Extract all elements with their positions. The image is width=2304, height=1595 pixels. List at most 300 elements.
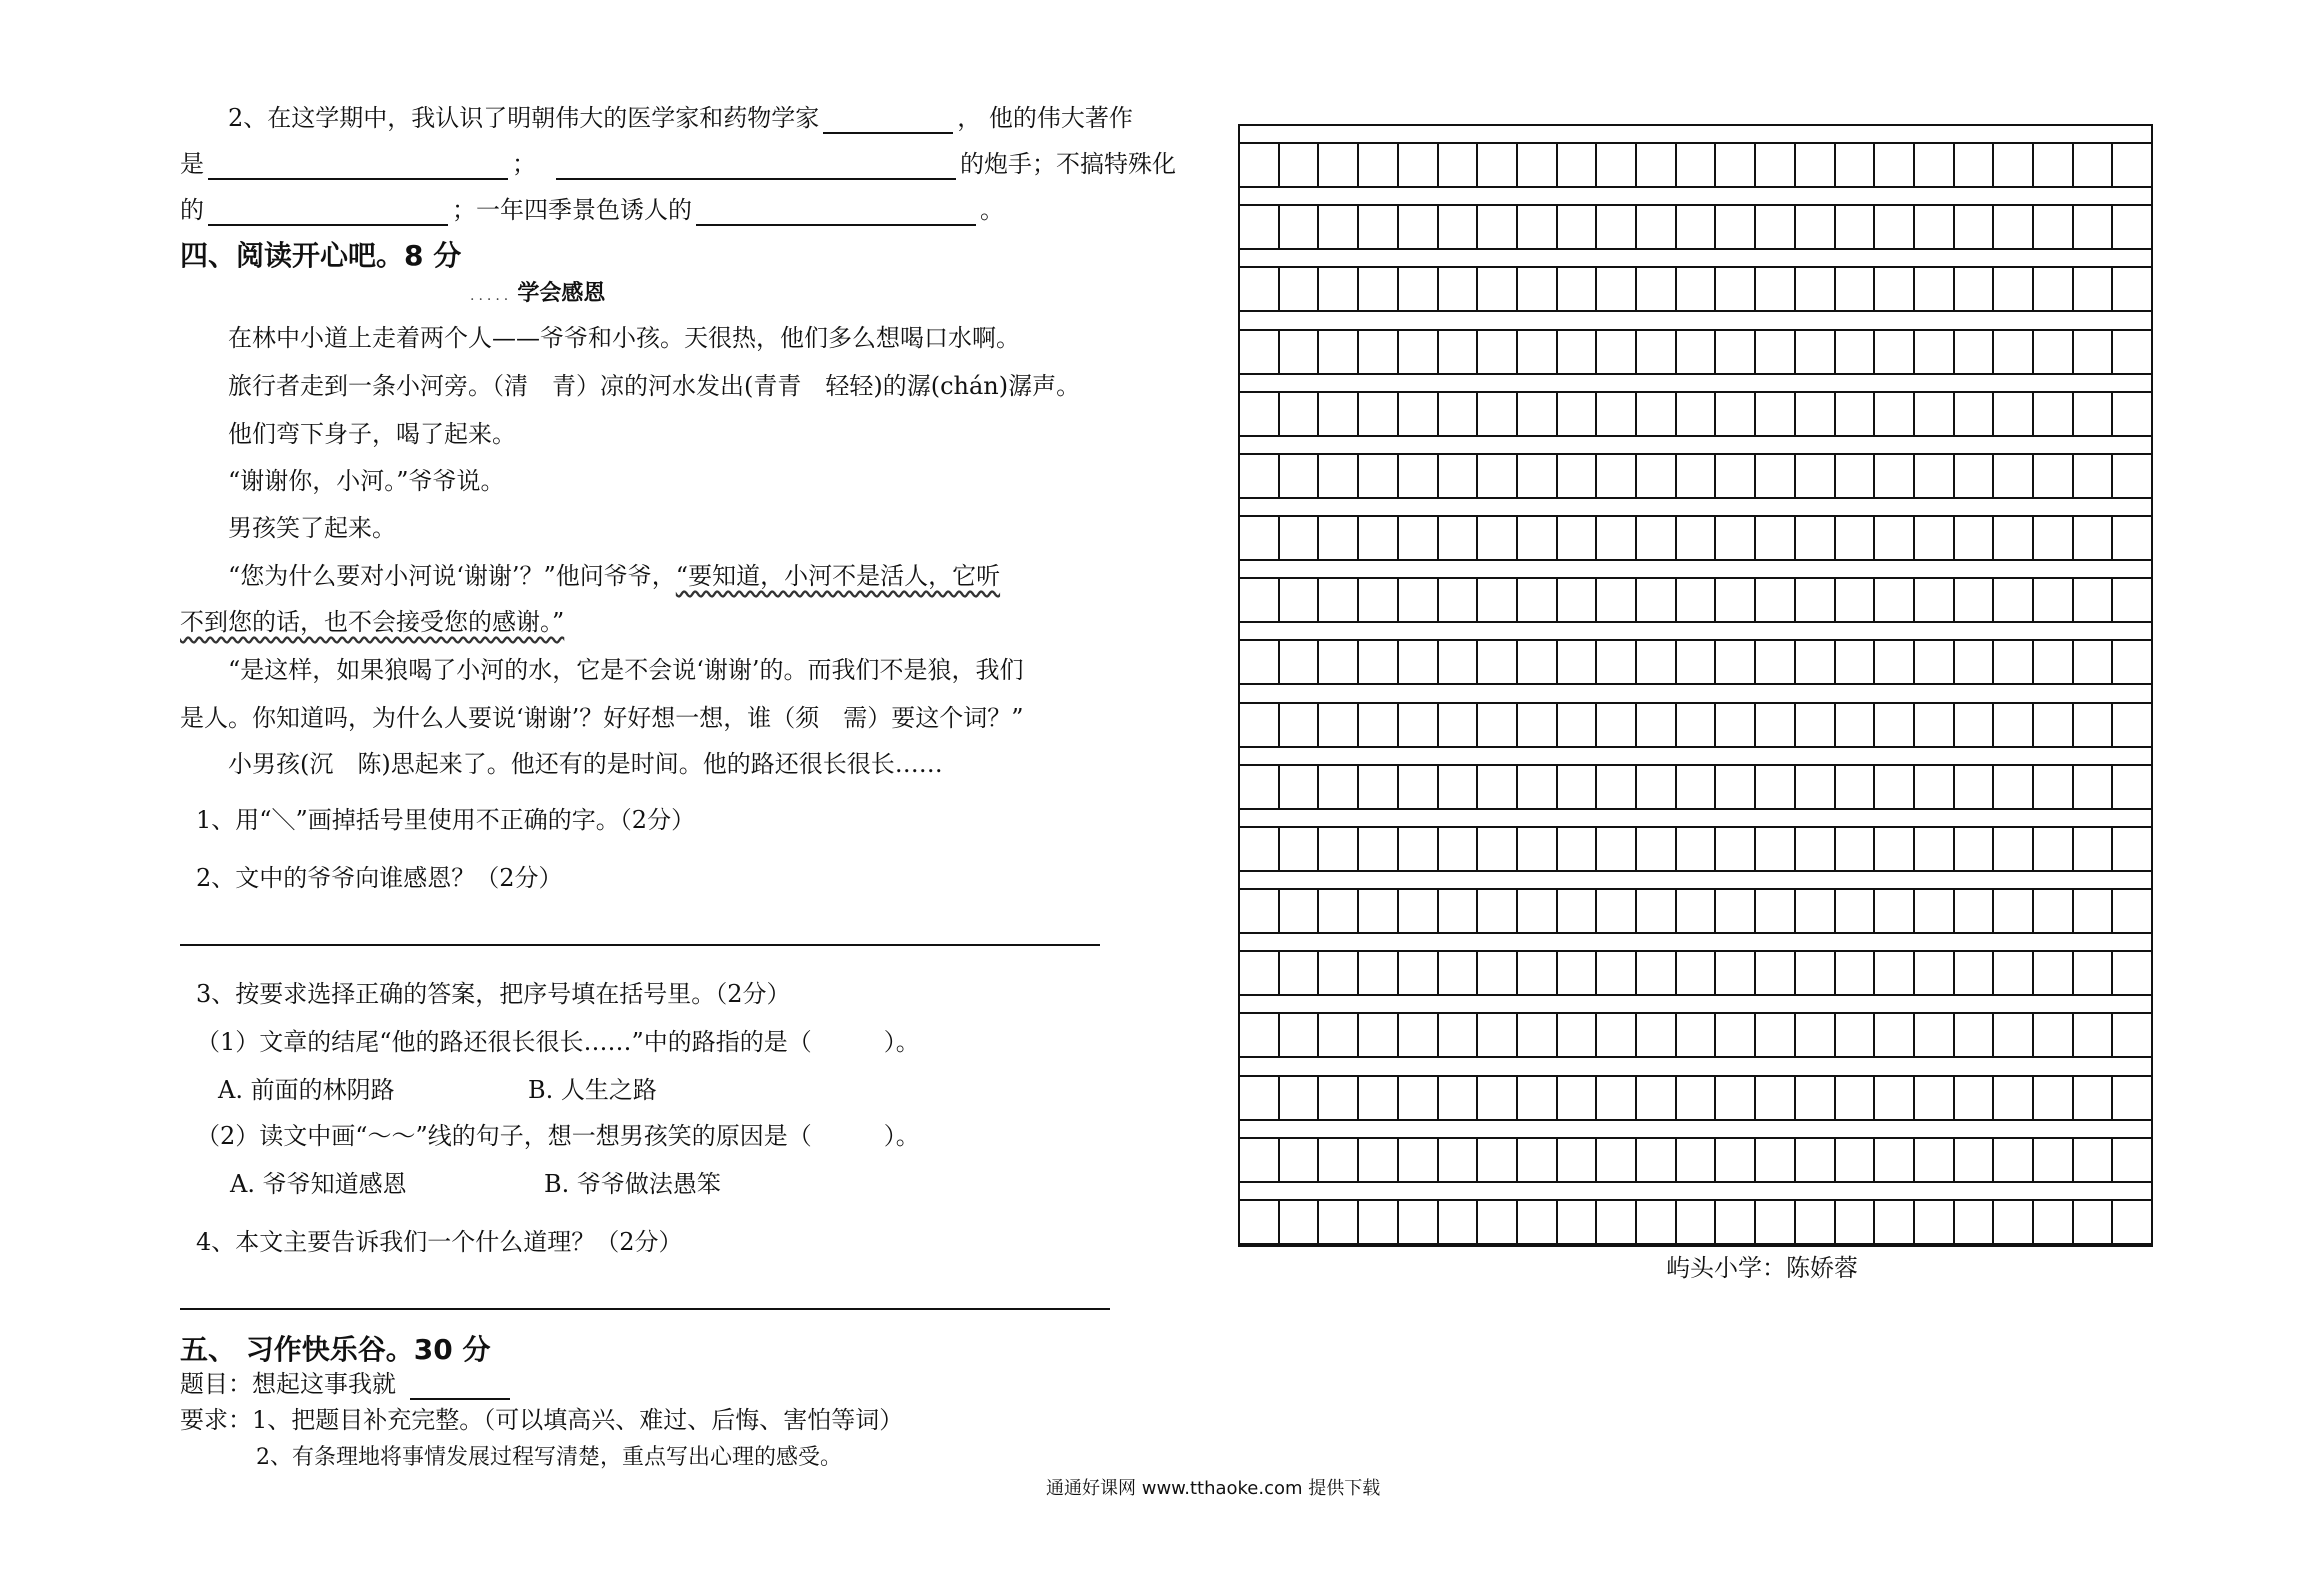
grid-cell[interactable] [1439, 204, 1479, 250]
grid-cell[interactable] [1955, 391, 1995, 437]
grid-cell[interactable] [1637, 515, 1677, 561]
grid-cell[interactable] [2034, 1012, 2074, 1058]
grid-cell[interactable] [1518, 142, 1558, 188]
grid-cell[interactable] [1359, 266, 1399, 312]
grid-cell[interactable] [1796, 453, 1836, 499]
grid-cell[interactable] [1994, 888, 2034, 934]
grid-cell[interactable] [1240, 204, 1280, 250]
grid-cell[interactable] [1955, 1199, 1995, 1245]
grid-cell[interactable] [2034, 702, 2074, 748]
grid-cell[interactable] [1756, 577, 1796, 623]
grid-cell[interactable] [1677, 329, 1717, 375]
grid-cell[interactable] [1756, 950, 1796, 996]
grid-cell[interactable] [1439, 1012, 1479, 1058]
grid-cell[interactable] [2113, 888, 2151, 934]
grid-cell[interactable] [1756, 639, 1796, 685]
grid-cell[interactable] [2034, 142, 2074, 188]
grid-cell[interactable] [1836, 266, 1876, 312]
grid-cell[interactable] [1677, 1137, 1717, 1183]
grid-cell[interactable] [1439, 764, 1479, 810]
grid-cell[interactable] [1240, 1075, 1280, 1121]
grid-cell[interactable] [1836, 142, 1876, 188]
grid-cell[interactable] [1399, 266, 1439, 312]
grid-cell[interactable] [1836, 515, 1876, 561]
grid-cell[interactable] [2113, 453, 2151, 499]
grid-cell[interactable] [1756, 266, 1796, 312]
grid-cell[interactable] [1399, 1012, 1439, 1058]
grid-cell[interactable] [1319, 1075, 1359, 1121]
grid-cell[interactable] [1478, 888, 1518, 934]
grid-cell[interactable] [1637, 826, 1677, 872]
grid-cell[interactable] [1955, 266, 1995, 312]
grid-cell[interactable] [1915, 577, 1955, 623]
grid-cell[interactable] [1518, 204, 1558, 250]
grid-cell[interactable] [1836, 1199, 1876, 1245]
grid-cell[interactable] [1756, 1012, 1796, 1058]
grid-cell[interactable] [1915, 1199, 1955, 1245]
grid-cell[interactable] [2113, 329, 2151, 375]
grid-cell[interactable] [1796, 950, 1836, 996]
grid-cell[interactable] [2034, 1075, 2074, 1121]
grid-cell[interactable] [1280, 764, 1320, 810]
grid-cell[interactable] [1558, 515, 1598, 561]
topic-blank[interactable] [410, 1374, 510, 1400]
grid-cell[interactable] [1955, 577, 1995, 623]
grid-cell[interactable] [1319, 702, 1359, 748]
grid-cell[interactable] [1319, 1137, 1359, 1183]
grid-cell[interactable] [1836, 639, 1876, 685]
grid-cell[interactable] [1994, 266, 2034, 312]
grid-cell[interactable] [1558, 1075, 1598, 1121]
grid-cell[interactable] [2074, 826, 2114, 872]
grid-cell[interactable] [1915, 764, 1955, 810]
grid-cell[interactable] [1836, 453, 1876, 499]
grid-cell[interactable] [2113, 1012, 2151, 1058]
grid-cell[interactable] [1359, 391, 1399, 437]
grid-cell[interactable] [2074, 639, 2114, 685]
grid-cell[interactable] [2113, 577, 2151, 623]
grid-cell[interactable] [2034, 266, 2074, 312]
grid-cell[interactable] [1955, 515, 1995, 561]
grid-cell[interactable] [1359, 329, 1399, 375]
grid-cell[interactable] [2034, 826, 2074, 872]
grid-cell[interactable] [1994, 1199, 2034, 1245]
grid-cell[interactable] [1716, 329, 1756, 375]
grid-cell[interactable] [1677, 391, 1717, 437]
grid-cell[interactable] [1399, 391, 1439, 437]
grid-cell[interactable] [1518, 702, 1558, 748]
grid-cell[interactable] [1359, 1075, 1399, 1121]
grid-cell[interactable] [2113, 1137, 2151, 1183]
grid-cell[interactable] [1875, 577, 1915, 623]
grid-cell[interactable] [1716, 266, 1756, 312]
grid-cell[interactable] [1518, 1199, 1558, 1245]
grid-cell[interactable] [1994, 515, 2034, 561]
grid-cell[interactable] [1597, 453, 1637, 499]
grid-cell[interactable] [1280, 329, 1320, 375]
grid-cell[interactable] [1280, 1075, 1320, 1121]
grid-cell[interactable] [1518, 577, 1558, 623]
grid-cell[interactable] [1518, 888, 1558, 934]
grid-cell[interactable] [1796, 1012, 1836, 1058]
grid-cell[interactable] [2074, 391, 2114, 437]
grid-cell[interactable] [1518, 1012, 1558, 1058]
grid-cell[interactable] [1478, 204, 1518, 250]
grid-cell[interactable] [1875, 204, 1915, 250]
grid-cell[interactable] [1399, 888, 1439, 934]
grid-cell[interactable] [1558, 391, 1598, 437]
grid-cell[interactable] [1716, 764, 1756, 810]
grid-cell[interactable] [1677, 826, 1717, 872]
grid-cell[interactable] [1439, 391, 1479, 437]
grid-cell[interactable] [1280, 391, 1320, 437]
grid-cell[interactable] [1875, 453, 1915, 499]
grid-cell[interactable] [1836, 1137, 1876, 1183]
grid-cell[interactable] [1280, 826, 1320, 872]
grid-cell[interactable] [1240, 453, 1280, 499]
grid-cell[interactable] [1597, 639, 1637, 685]
grid-cell[interactable] [1915, 391, 1955, 437]
grid-cell[interactable] [1597, 702, 1637, 748]
grid-cell[interactable] [1280, 1199, 1320, 1245]
grid-cell[interactable] [1478, 266, 1518, 312]
grid-cell[interactable] [1875, 1137, 1915, 1183]
grid-cell[interactable] [1478, 142, 1518, 188]
grid-cell[interactable] [1915, 826, 1955, 872]
grid-cell[interactable] [1836, 329, 1876, 375]
grid-cell[interactable] [1716, 577, 1756, 623]
grid-cell[interactable] [1597, 1012, 1637, 1058]
grid-cell[interactable] [1756, 515, 1796, 561]
grid-cell[interactable] [2113, 391, 2151, 437]
grid-cell[interactable] [2034, 639, 2074, 685]
grid-cell[interactable] [1597, 577, 1637, 623]
grid-cell[interactable] [1836, 826, 1876, 872]
grid-cell[interactable] [1359, 142, 1399, 188]
grid-cell[interactable] [1558, 764, 1598, 810]
grid-cell[interactable] [1756, 391, 1796, 437]
grid-cell[interactable] [1478, 515, 1518, 561]
grid-cell[interactable] [1637, 204, 1677, 250]
grid-cell[interactable] [1359, 515, 1399, 561]
grid-cell[interactable] [1518, 639, 1558, 685]
grid-cell[interactable] [1597, 1199, 1637, 1245]
grid-cell[interactable] [1240, 142, 1280, 188]
grid-cell[interactable] [1399, 577, 1439, 623]
grid-cell[interactable] [1677, 1199, 1717, 1245]
grid-cell[interactable] [1796, 204, 1836, 250]
grid-cell[interactable] [1796, 1075, 1836, 1121]
grid-cell[interactable] [1439, 1075, 1479, 1121]
grid-cell[interactable] [1518, 515, 1558, 561]
grid-cell[interactable] [1478, 950, 1518, 996]
grid-cell[interactable] [1875, 702, 1915, 748]
grid-cell[interactable] [1558, 577, 1598, 623]
grid-cell[interactable] [2074, 266, 2114, 312]
grid-cell[interactable] [1518, 329, 1558, 375]
grid-cell[interactable] [1319, 639, 1359, 685]
grid-cell[interactable] [1875, 1199, 1915, 1245]
grid-cell[interactable] [1994, 639, 2034, 685]
grid-cell[interactable] [1836, 702, 1876, 748]
grid-cell[interactable] [1677, 950, 1717, 996]
grid-cell[interactable] [1716, 1012, 1756, 1058]
grid-cell[interactable] [2113, 702, 2151, 748]
grid-cell[interactable] [1955, 1012, 1995, 1058]
grid-cell[interactable] [1240, 266, 1280, 312]
grid-cell[interactable] [1836, 577, 1876, 623]
grid-cell[interactable] [2113, 204, 2151, 250]
grid-cell[interactable] [1955, 826, 1995, 872]
grid-cell[interactable] [1994, 204, 2034, 250]
grid-cell[interactable] [1597, 329, 1637, 375]
grid-cell[interactable] [2074, 515, 2114, 561]
grid-cell[interactable] [1597, 266, 1637, 312]
grid-cell[interactable] [2034, 204, 2074, 250]
grid-cell[interactable] [1518, 391, 1558, 437]
grid-cell[interactable] [1637, 1075, 1677, 1121]
grid-cell[interactable] [1597, 391, 1637, 437]
answer-line[interactable] [180, 1308, 1110, 1310]
grid-cell[interactable] [1280, 515, 1320, 561]
grid-cell[interactable] [1875, 391, 1915, 437]
grid-cell[interactable] [1915, 702, 1955, 748]
grid-cell[interactable] [2074, 1012, 2114, 1058]
grid-cell[interactable] [1399, 764, 1439, 810]
grid-cell[interactable] [1558, 950, 1598, 996]
grid-cell[interactable] [1716, 204, 1756, 250]
grid-cell[interactable] [2113, 950, 2151, 996]
grid-cell[interactable] [1796, 888, 1836, 934]
grid-cell[interactable] [1637, 142, 1677, 188]
grid-cell[interactable] [1756, 142, 1796, 188]
grid-cell[interactable] [1875, 266, 1915, 312]
grid-cell[interactable] [1240, 1137, 1280, 1183]
grid-cell[interactable] [2074, 950, 2114, 996]
grid-cell[interactable] [1915, 639, 1955, 685]
grid-cell[interactable] [1478, 826, 1518, 872]
grid-cell[interactable] [1399, 950, 1439, 996]
grid-cell[interactable] [1796, 391, 1836, 437]
grid-cell[interactable] [1558, 329, 1598, 375]
answer-blank[interactable] [556, 154, 956, 180]
grid-cell[interactable] [1994, 1137, 2034, 1183]
grid-cell[interactable] [2113, 1199, 2151, 1245]
grid-cell[interactable] [1518, 764, 1558, 810]
grid-cell[interactable] [1637, 391, 1677, 437]
grid-cell[interactable] [1399, 1137, 1439, 1183]
grid-cell[interactable] [1994, 577, 2034, 623]
grid-cell[interactable] [1280, 639, 1320, 685]
grid-cell[interactable] [1359, 950, 1399, 996]
grid-cell[interactable] [1597, 1075, 1637, 1121]
grid-cell[interactable] [1558, 453, 1598, 499]
grid-cell[interactable] [1716, 1137, 1756, 1183]
grid-cell[interactable] [1240, 515, 1280, 561]
grid-cell[interactable] [2034, 453, 2074, 499]
grid-cell[interactable] [1677, 1012, 1717, 1058]
grid-cell[interactable] [1716, 639, 1756, 685]
grid-cell[interactable] [1319, 266, 1359, 312]
grid-cell[interactable] [1994, 1012, 2034, 1058]
grid-cell[interactable] [1558, 204, 1598, 250]
grid-cell[interactable] [1597, 1137, 1637, 1183]
grid-cell[interactable] [1399, 453, 1439, 499]
grid-cell[interactable] [1994, 702, 2034, 748]
grid-cell[interactable] [2034, 329, 2074, 375]
grid-cell[interactable] [1756, 1075, 1796, 1121]
grid-cell[interactable] [1280, 1012, 1320, 1058]
grid-cell[interactable] [1478, 577, 1518, 623]
grid-cell[interactable] [1478, 453, 1518, 499]
grid-cell[interactable] [1955, 702, 1995, 748]
grid-cell[interactable] [1915, 515, 1955, 561]
grid-cell[interactable] [1637, 577, 1677, 623]
grid-cell[interactable] [1875, 1012, 1915, 1058]
grid-cell[interactable] [1716, 453, 1756, 499]
grid-cell[interactable] [2113, 142, 2151, 188]
grid-cell[interactable] [1319, 204, 1359, 250]
grid-cell[interactable] [1439, 577, 1479, 623]
grid-cell[interactable] [1478, 1012, 1518, 1058]
answer-blank[interactable] [208, 154, 508, 180]
grid-cell[interactable] [2074, 1137, 2114, 1183]
grid-cell[interactable] [1875, 1075, 1915, 1121]
grid-cell[interactable] [1716, 888, 1756, 934]
grid-cell[interactable] [1518, 266, 1558, 312]
grid-cell[interactable] [1518, 826, 1558, 872]
grid-cell[interactable] [1955, 142, 1995, 188]
grid-cell[interactable] [1359, 826, 1399, 872]
grid-cell[interactable] [1796, 329, 1836, 375]
grid-cell[interactable] [1955, 204, 1995, 250]
grid-cell[interactable] [1558, 826, 1598, 872]
grid-cell[interactable] [2034, 950, 2074, 996]
grid-cell[interactable] [1994, 453, 2034, 499]
grid-cell[interactable] [1399, 639, 1439, 685]
grid-cell[interactable] [1637, 639, 1677, 685]
grid-cell[interactable] [1677, 764, 1717, 810]
grid-cell[interactable] [1439, 1199, 1479, 1245]
grid-cell[interactable] [1478, 702, 1518, 748]
grid-cell[interactable] [1955, 764, 1995, 810]
grid-cell[interactable] [2074, 702, 2114, 748]
grid-cell[interactable] [1359, 888, 1399, 934]
grid-cell[interactable] [1796, 1199, 1836, 1245]
grid-cell[interactable] [1518, 1137, 1558, 1183]
grid-cell[interactable] [1875, 826, 1915, 872]
grid-cell[interactable] [1597, 142, 1637, 188]
grid-cell[interactable] [1478, 764, 1518, 810]
grid-cell[interactable] [1359, 204, 1399, 250]
grid-cell[interactable] [1439, 266, 1479, 312]
grid-cell[interactable] [1558, 1012, 1598, 1058]
grid-cell[interactable] [1637, 888, 1677, 934]
grid-cell[interactable] [2074, 453, 2114, 499]
grid-cell[interactable] [1677, 453, 1717, 499]
grid-cell[interactable] [2074, 577, 2114, 623]
answer-blank[interactable] [696, 200, 976, 226]
grid-cell[interactable] [1359, 1137, 1399, 1183]
grid-cell[interactable] [1439, 826, 1479, 872]
grid-cell[interactable] [1796, 577, 1836, 623]
grid-cell[interactable] [1439, 1137, 1479, 1183]
grid-cell[interactable] [1439, 453, 1479, 499]
grid-cell[interactable] [1597, 204, 1637, 250]
grid-cell[interactable] [1915, 142, 1955, 188]
grid-cell[interactable] [1558, 888, 1598, 934]
grid-cell[interactable] [1637, 453, 1677, 499]
grid-cell[interactable] [1319, 888, 1359, 934]
grid-cell[interactable] [2113, 266, 2151, 312]
grid-cell[interactable] [2113, 764, 2151, 810]
grid-cell[interactable] [1240, 826, 1280, 872]
grid-cell[interactable] [1756, 888, 1796, 934]
grid-cell[interactable] [1240, 391, 1280, 437]
grid-cell[interactable] [1994, 1075, 2034, 1121]
grid-cell[interactable] [1955, 453, 1995, 499]
grid-cell[interactable] [2034, 764, 2074, 810]
answer-line[interactable] [180, 944, 1100, 946]
grid-cell[interactable] [2034, 515, 2074, 561]
grid-cell[interactable] [1359, 453, 1399, 499]
grid-cell[interactable] [1796, 1137, 1836, 1183]
grid-cell[interactable] [1915, 950, 1955, 996]
grid-cell[interactable] [1756, 1137, 1796, 1183]
grid-cell[interactable] [1875, 329, 1915, 375]
grid-cell[interactable] [1478, 1199, 1518, 1245]
grid-cell[interactable] [2034, 391, 2074, 437]
grid-cell[interactable] [1240, 888, 1280, 934]
grid-cell[interactable] [1319, 826, 1359, 872]
grid-cell[interactable] [1716, 1075, 1756, 1121]
grid-cell[interactable] [1677, 1075, 1717, 1121]
grid-cell[interactable] [1478, 639, 1518, 685]
grid-cell[interactable] [1558, 142, 1598, 188]
grid-cell[interactable] [1637, 1199, 1677, 1245]
grid-cell[interactable] [2034, 1199, 2074, 1245]
grid-cell[interactable] [1637, 1137, 1677, 1183]
grid-cell[interactable] [2074, 1199, 2114, 1245]
grid-cell[interactable] [2113, 826, 2151, 872]
grid-cell[interactable] [1240, 764, 1280, 810]
grid-cell[interactable] [1319, 764, 1359, 810]
grid-cell[interactable] [1319, 950, 1359, 996]
grid-cell[interactable] [1875, 142, 1915, 188]
grid-cell[interactable] [1677, 577, 1717, 623]
grid-cell[interactable] [1716, 391, 1756, 437]
grid-cell[interactable] [1836, 1012, 1876, 1058]
grid-cell[interactable] [2074, 888, 2114, 934]
grid-cell[interactable] [1240, 1199, 1280, 1245]
grid-cell[interactable] [1319, 142, 1359, 188]
grid-cell[interactable] [1915, 1012, 1955, 1058]
grid-cell[interactable] [1439, 888, 1479, 934]
grid-cell[interactable] [1280, 577, 1320, 623]
grid-cell[interactable] [1915, 204, 1955, 250]
grid-cell[interactable] [1558, 266, 1598, 312]
grid-cell[interactable] [1558, 702, 1598, 748]
grid-cell[interactable] [1240, 950, 1280, 996]
grid-cell[interactable] [1875, 515, 1915, 561]
grid-cell[interactable] [1756, 204, 1796, 250]
grid-cell[interactable] [1399, 1075, 1439, 1121]
grid-cell[interactable] [1836, 1075, 1876, 1121]
grid-cell[interactable] [1319, 391, 1359, 437]
grid-cell[interactable] [1240, 329, 1280, 375]
grid-cell[interactable] [2074, 764, 2114, 810]
grid-cell[interactable] [1836, 764, 1876, 810]
